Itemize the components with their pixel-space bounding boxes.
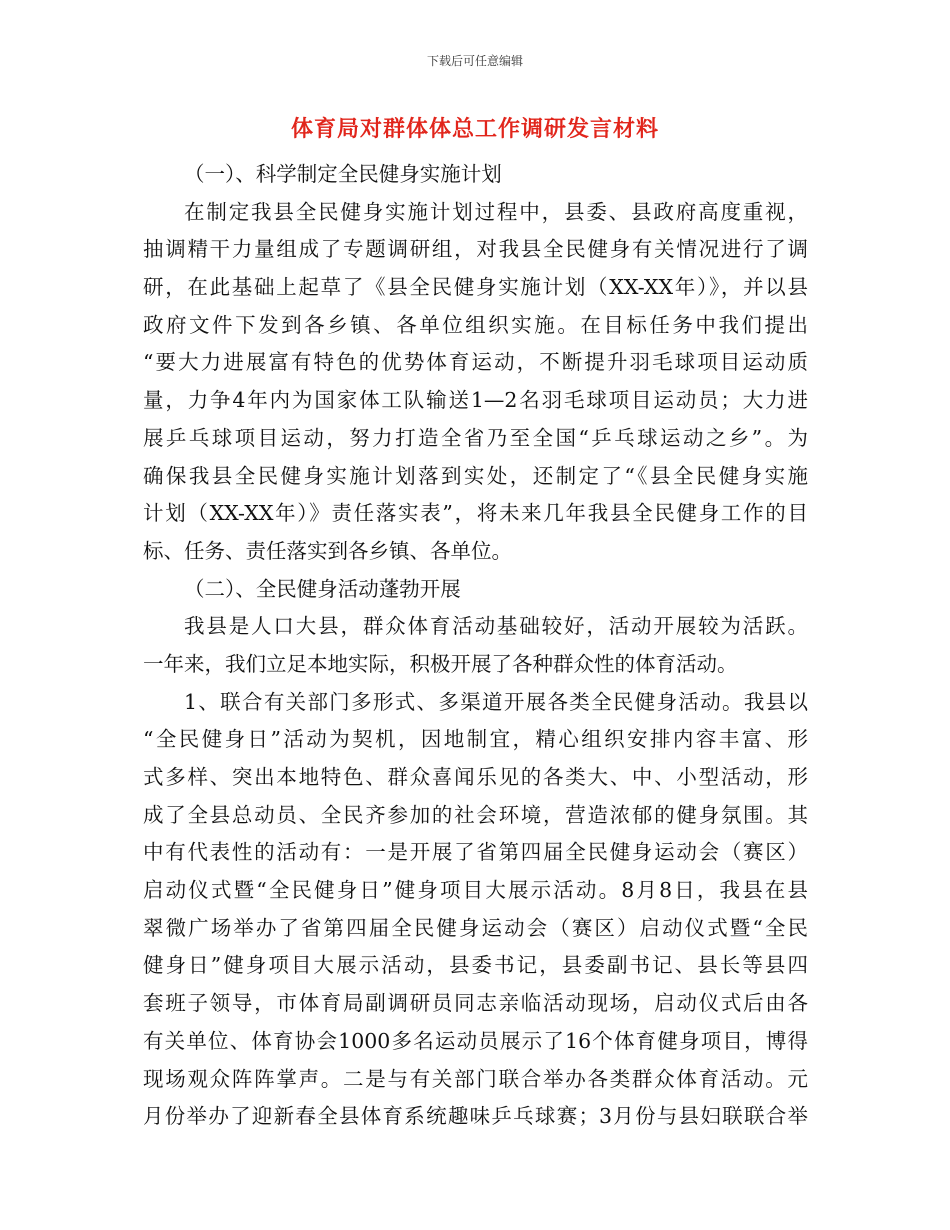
body-line: 成了全县总动员、全民齐参加的社会环境，营造浓郁的健身氛围。其 xyxy=(143,802,808,827)
body-line: 我县是人口大县，群众体育活动基础较好，活动开展较为活跃。 xyxy=(184,614,808,639)
page-header-note: 下载后可任意编辑 xyxy=(426,54,523,68)
body-line: 有关单位、体育协会1000多名运动员展示了16个体育健身项目，博得 xyxy=(143,1028,808,1053)
body-line: 抽调精干力量组成了专题调研组，对我县全民健身有关情况进行了调 xyxy=(143,237,808,262)
body-line: 套班子领导，市体育局副调研员同志亲临活动现场，启动仪式后由各 xyxy=(143,991,808,1016)
body-line: “全民健身日”活动为契机，因地制宜，精心组织安排内容丰富、形 xyxy=(143,727,808,752)
body-line: 一年来，我们立足本地实际，积极开展了各种群众性的体育活动。 xyxy=(143,651,738,676)
body-line: 1、联合有关部门多形式、多渠道开展各类全民健身活动。我县以 xyxy=(184,689,808,714)
body-line: 量，力争4年内为国家体工队输送1—2名羽毛球项目运动员；大力进 xyxy=(143,388,808,413)
section-heading-2: （二）、全民健身活动蓬勃开展 xyxy=(184,576,461,601)
body-line: “要大力进展富有特色的优势体育运动，不断提升羽毛球项目运动质 xyxy=(143,350,808,375)
document-title: 体育局对群体体总工作调研发言材料 xyxy=(290,116,659,142)
body-line: 政府文件下发到各乡镇、各单位组织实施。在目标任务中我们提出 xyxy=(143,312,808,337)
body-line: 确保我县全民健身实施计划落到实处，还制定了“《县全民健身实施 xyxy=(143,463,808,488)
body-line: 标、任务、责任落实到各乡镇、各单位。 xyxy=(143,538,512,563)
body-line: 现场观众阵阵掌声。二是与有关部门联合举办各类群众体育活动。元 xyxy=(143,1066,808,1091)
body-line: 翠微广场举办了省第四届全民健身运动会（赛区）启动仪式暨“全民 xyxy=(143,915,808,940)
body-line: 式多样、突出本地特色、群众喜闻乐见的各类大、中、小型活动，形 xyxy=(143,765,808,789)
body-line: 中有代表性的活动有：一是开展了省第四届全民健身运动会（赛区） xyxy=(143,840,808,865)
body-line: 展乒乓球项目运动，努力打造全省乃至全国“乒乓球运动之乡”。为 xyxy=(143,425,808,450)
body-line: 启动仪式暨“全民健身日”健身项目大展示活动。8月8日，我县在县 xyxy=(143,878,808,903)
section-heading-1: （一）、科学制定全民健身实施计划 xyxy=(184,162,502,186)
body-line: 计划（XX-XX年）》责任落实表”，将未来几年我县全民健身工作的目 xyxy=(143,501,808,526)
document-body xyxy=(143,156,808,1136)
body-line: 健身日”健身项目大展示活动，县委书记，县委副书记、县长等县四 xyxy=(143,953,808,978)
body-line: 在制定我县全民健身实施计划过程中，县委、县政府高度重视， xyxy=(184,199,808,224)
body-line: 研，在此基础上起草了《县全民健身实施计划（XX-XX年）》，并以县 xyxy=(143,275,808,300)
body-line: 月份举办了迎新春全县体育系统趣味乒乓球赛；3月份与县妇联联合举 xyxy=(143,1104,808,1129)
